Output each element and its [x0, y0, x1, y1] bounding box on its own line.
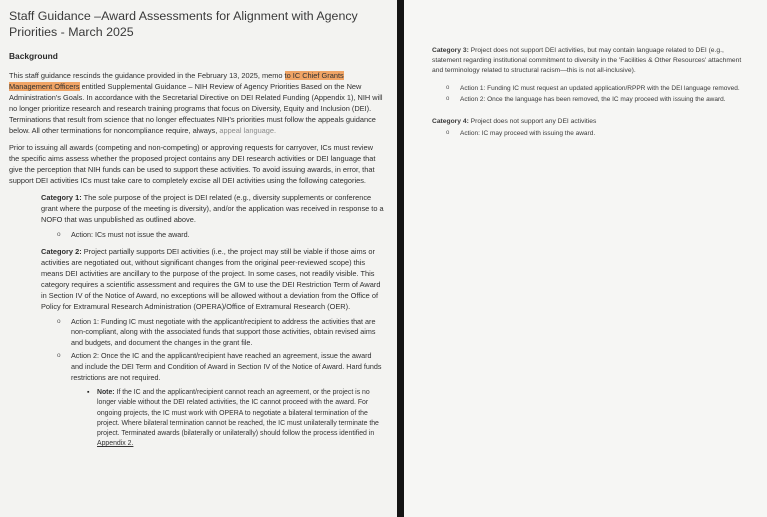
note-item: [87, 388, 385, 449]
category-label: Category 4:: [432, 117, 469, 125]
background-paragraph: [9, 70, 385, 136]
review-paragraph: Prior to issuing all awards (competing and non-competing) or approving requests for carryover, ICs must review the specific aims assess whether the proposed project contains any DEI research activities or DEI language that give the perception that NIH funds can be used to support these activities. To avoid issuing awards, in error, that support DEI activities ICs must take care to completely excise all DEI activities using the following categories.: [9, 143, 376, 185]
appendix-link[interactable]: Appendix 2.: [97, 440, 134, 448]
category-text: The sole purpose of the project is DEI related (e.g., diversity supplements or conference grant where the purpose of the meeting is diversity), and/or the application was received in response to a NOFO that was unpublished as outlined above.: [41, 193, 384, 224]
faint-text: appeal language.: [219, 126, 277, 135]
category-1-actions: [57, 230, 385, 241]
paragraph-text: entitled Supplemental Guidance – NIH Review of Agency Priorities Based on the New Administration's Goals. In accordance with the Secretarial Directive on DEI Related Funding (Appendix 1), NIH will no longer prioritize research and research training programs that focus on Diversity, Equity and Inclusion (DEI). Terminations that result from science that no longer effectuates NIH's priorities must follow the appeals guidance below. All other terminations for noncompliance require, always,: [9, 82, 383, 135]
category-3: [432, 46, 753, 77]
category-2-actions: [57, 317, 385, 384]
note-text: If the IC and the applicant/recipient cannot reach an agreement, or the project is no longer viable without the DEI related activities, the IC cannot proceed with the award. For ongoing projects, the IC must work with OPERA to negotiate a bilateral termination of the project. Where bilateral termination cannot be reached, the IC must unilaterally terminate the project. Terminated awards (bilaterally or unilaterally) should follow the process identified in: [97, 389, 379, 437]
list-item: o Action: ICs must not issue the award.: [57, 230, 385, 241]
list-item: o Action 1: Funding IC must negotiate with the applicant/recipient to address the activities that are non-compliant, along with the associated funds that support those activities, obtain revised aims and budgets, and document the changes in the grant file.: [57, 317, 385, 349]
list-item: o Action 1: Funding IC must request an updated application/RPPR with the DEI language removed.: [446, 84, 753, 94]
category-4: [432, 117, 753, 127]
list-item: o Action: IC may proceed with issuing the award.: [446, 129, 753, 139]
category-3-actions: [446, 84, 753, 105]
category-label: Category 3:: [432, 47, 469, 54]
document-page-right: [404, 0, 767, 517]
category-label: Category 1:: [41, 193, 82, 202]
background-heading: Background: [9, 51, 58, 61]
category-text: Project partially supports DEI activities (i.e., the project may still be viable if those aims or activities are negotiated out, without significant changes from the original peer-reviewed scope) this means DEI activities are ancillary to the purpose of the project. In some cases, not readily visible. This category requires a scientific assessment and requires the GM to use the DEI Restriction Term of Award in Section IV of the Notice of Award, no exceptions will be allowed without a deviation from the Office of Policy for Extramural Research Administration (OPERA)/Office of Extramural Research (OER).: [41, 246, 381, 311]
highlighted-text: to IC Chief Grants Management Officers: [9, 71, 344, 91]
note-list: [87, 388, 385, 449]
list-item: o Action 2: Once the IC and the applicant/recipient have reached an agreement, issue the award and include the DEI Term and Condition of Award in Section IV of the Notice of Award. Hard funds restrictions are not required.: [57, 351, 385, 383]
page-title: Staff Guidance –Award Assessments for Alignment with Agency Priorities - March 2025: [9, 9, 358, 39]
list-item: o Action 2: Once the language has been removed, the IC may proceed with issuing the award.: [446, 95, 753, 105]
category-label: Category 2:: [41, 246, 82, 256]
category-text: Project does not support any DEI activities: [468, 117, 597, 125]
category-4-actions: [446, 129, 753, 139]
note-label: Note:: [97, 389, 115, 397]
paragraph-text: This staff guidance rescinds the guidance provided in the February 13, 2025, memo: [9, 71, 285, 80]
category-1: [41, 192, 385, 225]
page-divider: [397, 0, 404, 517]
category-2: [41, 246, 385, 312]
category-text: Project does not support DEI activities, but may contain language related to DEI (e.g., statement regarding institutional commitment to diversity in the 'Facilities & Other Resources' attachment and terminology related to structural racism—this is not all-inclusive).: [432, 47, 742, 75]
